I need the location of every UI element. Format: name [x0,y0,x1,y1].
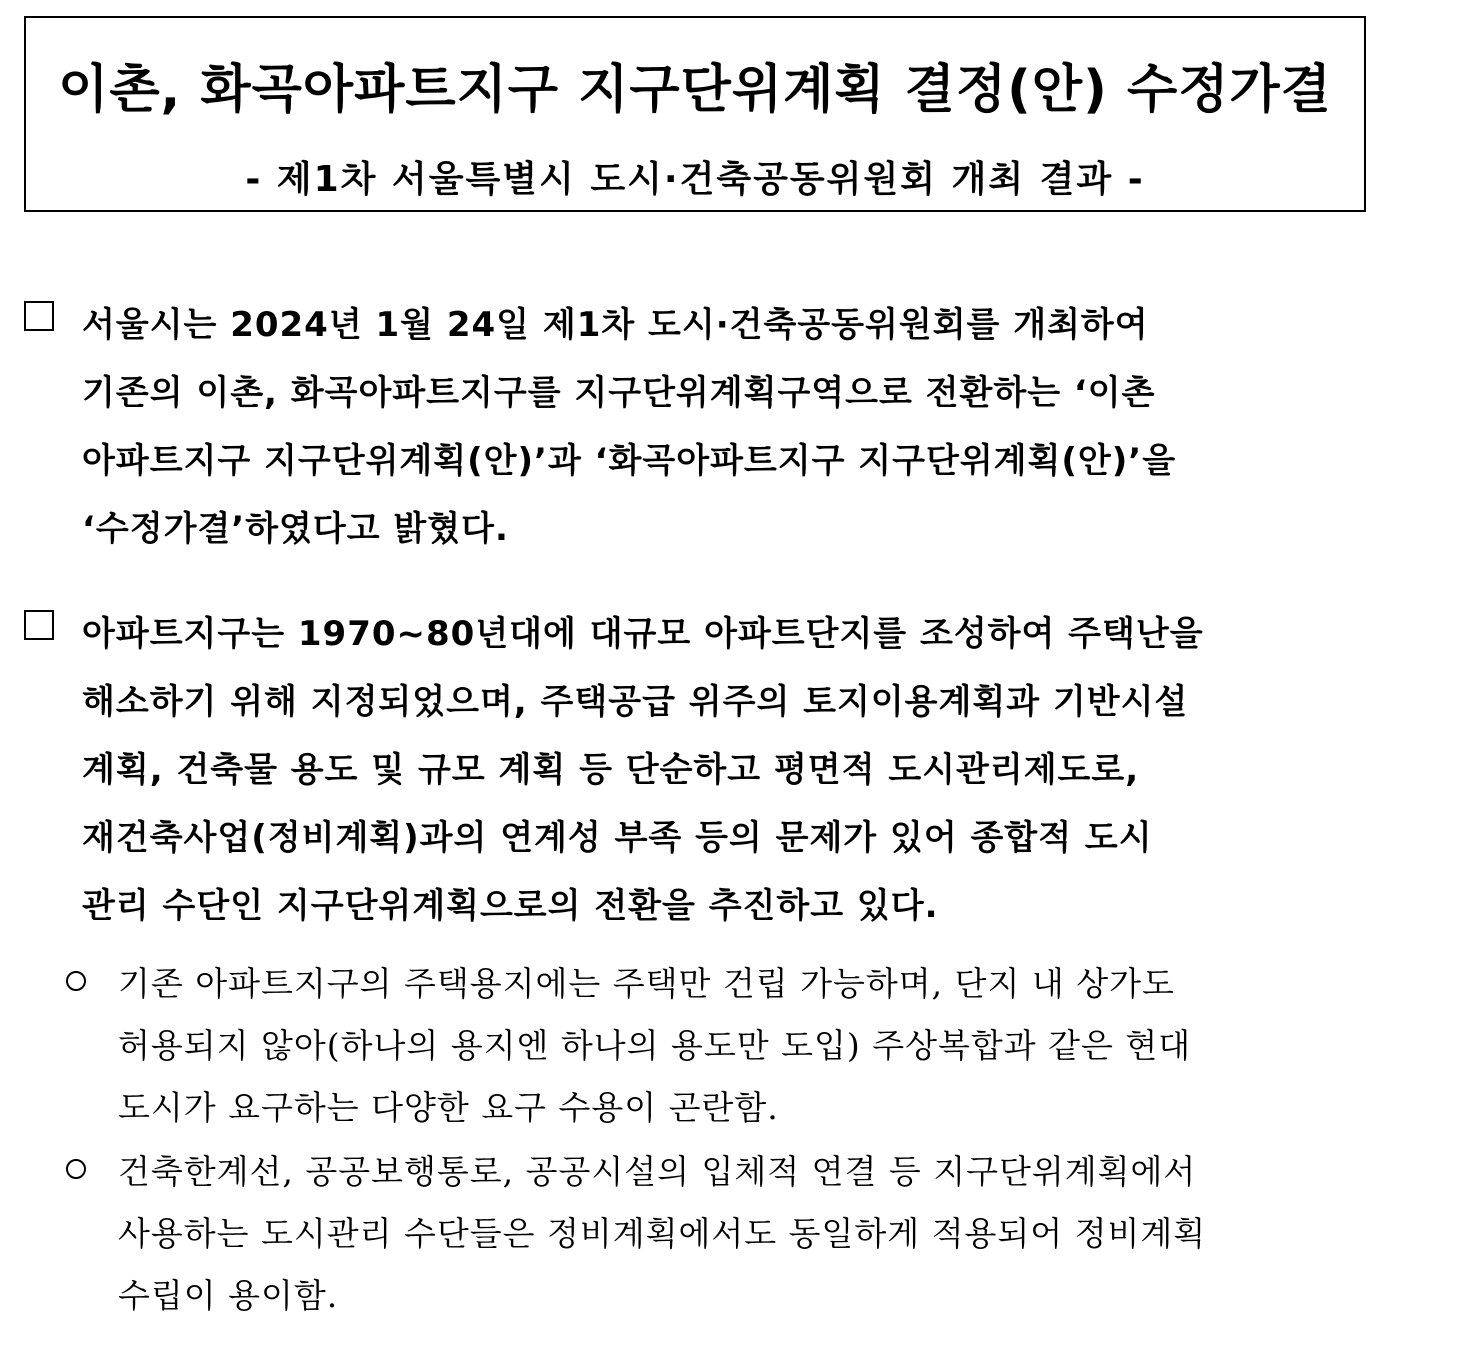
document-title: 이촌, 화곡아파트지구 지구단위계획 결정(안) 수정가결 [58,60,1332,120]
sub-item-2-text: 건축한계선, 공공보행통로, 공공시설의 입체적 연결 등 지구단위계획에서 사용하는 도시관리 수단들은 정비계획에서도 동일하게 적용되어 정비계획 수립이 용이함. [118,1152,1207,1315]
circle-bullet-icon [66,971,86,991]
document-subtitle: - 제1차 서울특별시 도시·건축공동위원회 개최 결과 - [245,159,1145,200]
paragraph-1-text: 서울시는 2024년 1월 24일 제1차 도시·건축공동위원회를 개최하여 기존의 이촌, 화곡아파트지구를 지구단위계획구역으로 전환하는 ‘이촌 아파트지구 지구단위계획(안)’과 ‘화곡아파트지구 지구단위계획(안)’을 ‘수정가결’하였다고 밝혔다. [82,305,1177,549]
square-bullet-icon [24,610,54,640]
square-bullet-icon [24,301,54,331]
circle-bullet-icon [66,1159,86,1179]
title-box [24,16,1366,212]
sub-item-1-text: 기존 아파트지구의 주택용지에는 주택만 건립 가능하며, 단지 내 상가도 허용되지 않아(하나의 용지엔 하나의 용도만 도입) 주상복합과 같은 현대 도시가 요구하는 다양한 요구 수용이 곤란함. [118,964,1192,1127]
paragraph-2-text: 아파트지구는 1970~80년대에 대규모 아파트단지를 조성하여 주택난을 해소하기 위해 지정되었으며, 주택공급 위주의 토지이용계획과 기반시설 계획, 건축물 용도 및 규모 계획 등 단순하고 평면적 도시관리제도로, 재건축사업(정비계획)과의 연계성 부족 등의 문제가 있어 종합적 도시 관리 수단인 지구단위계획으로의 전환을 추진하고 있다. [82,614,1204,926]
